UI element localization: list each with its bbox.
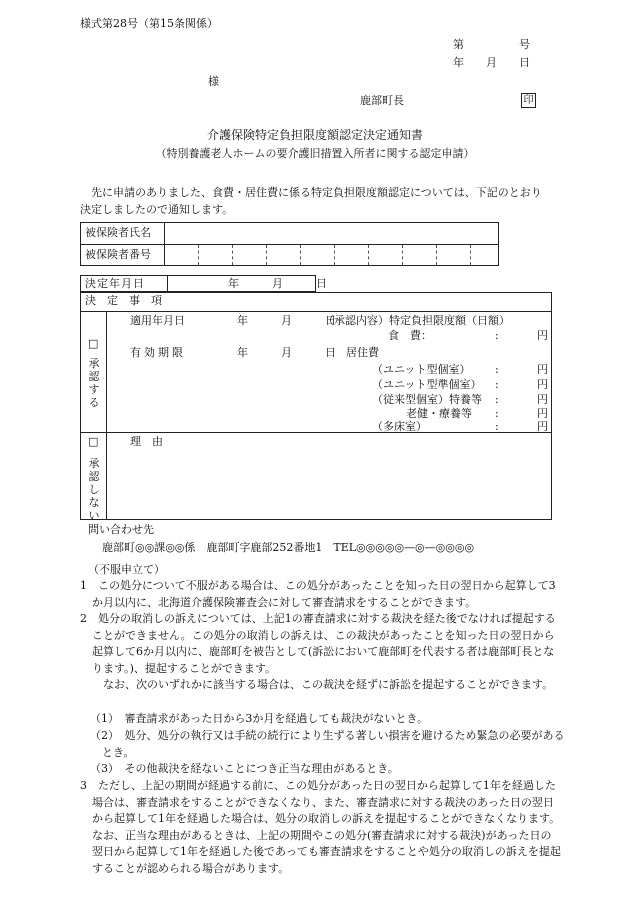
addressee-suffix: 様 bbox=[208, 75, 219, 88]
number-cell-divider bbox=[198, 245, 199, 265]
approved-content-label: （承認内容）特定負担限度額（日額） bbox=[323, 314, 510, 327]
insured-label-divider bbox=[164, 222, 165, 266]
decision-date-divider bbox=[167, 275, 168, 292]
form-id: 様式第28号（第15条関係） bbox=[80, 17, 218, 30]
room-colon: : bbox=[495, 378, 499, 391]
room-yen: 円 bbox=[537, 420, 548, 433]
appeal-item-2-note: なお、次のいずれかに該当する場合は、この裁決を経ずに訴訟を提起することができます。 bbox=[92, 678, 554, 691]
approve-deny-divider bbox=[80, 432, 552, 433]
appeal-item-2-sub-2: （2） 処分、処分の執行又は手続の続行により生ずる著しい損害を避けるため緊急の必要があるとき。 bbox=[90, 729, 565, 759]
number-cell-divider bbox=[334, 245, 335, 265]
issue-date: 年 月 日 bbox=[453, 56, 530, 69]
room-colon: : bbox=[495, 393, 499, 406]
decision-date-value: 年 月 日 bbox=[228, 277, 327, 290]
number-cell-divider bbox=[368, 245, 369, 265]
document-subtitle: （特別養護老人ホームの要介護旧措置入所者に関する認定申請） bbox=[155, 147, 475, 160]
appeal-heading: （不服申立て） bbox=[88, 563, 165, 576]
number-cell-divider bbox=[402, 245, 403, 265]
document-number: 第 号 bbox=[453, 38, 530, 51]
decision-items-header-divider bbox=[80, 311, 552, 312]
residence-label: 居住費 bbox=[346, 346, 379, 359]
contact-heading: 問い合わせ先 bbox=[88, 523, 154, 536]
approve-checkbox[interactable]: □ bbox=[88, 337, 99, 350]
room-unit-private: （ユニット型個室） bbox=[372, 363, 471, 376]
meal-yen: 円 bbox=[537, 329, 548, 342]
number-cell-divider bbox=[470, 245, 471, 265]
decision-items-column-divider bbox=[106, 311, 107, 520]
room-yen: 円 bbox=[537, 407, 548, 420]
deny-label: 承認しない bbox=[88, 457, 100, 522]
contact-detail: 鹿部町◎◎課◎◎係 鹿部町字鹿部252番地1 TEL◎◎◎◎◎—◎—◎◎◎◎ bbox=[102, 541, 475, 554]
insured-number-label: 被保険者番号 bbox=[85, 248, 151, 261]
document-title: 介護保険特定負担限度額認定決定通知書 bbox=[206, 128, 423, 142]
room-yen: 円 bbox=[537, 363, 548, 376]
apply-date-label: 適用年月日 bbox=[130, 314, 185, 327]
number-cell-divider bbox=[266, 245, 267, 265]
room-unit-semi-private: （ユニット型準個室） bbox=[372, 378, 482, 391]
validity-value: 年 月 日 bbox=[237, 346, 336, 359]
reason-label: 理 由 bbox=[130, 435, 163, 448]
apply-date-value: 年 月 日 bbox=[237, 314, 336, 327]
approve-label: 承認する bbox=[88, 357, 100, 409]
number-cell-divider bbox=[436, 245, 437, 265]
decision-items-label: 決 定 事 項 bbox=[85, 294, 162, 307]
appeal-item-2-sub-1: （1） 審査請求があった日から3か月を経過しても裁決がないとき。 bbox=[90, 712, 428, 725]
deny-checkbox[interactable]: □ bbox=[88, 435, 99, 448]
number-cell-divider bbox=[232, 245, 233, 265]
appeal-item-3: 3 ただし、上記の期間が経過する前に、この処分があった日の翌日から起算して1年を経過した場合は、審査請求をすることができなくなり、また、審査請求に対する裁決のあった日の翌日から起算して1年を経過した場合は、処分の取消しの訴えを提起することができなくなります。なお、正当な理由があるときは、上記の期間やこの処分(審査請求に対する裁決)があった日の翌日から起算して1年を経過した後であっても審査請求をすることや処分の取消しの訴えを提起することが認められる場合があります。 bbox=[80, 779, 561, 875]
meal-label: 食 費： bbox=[388, 329, 432, 342]
room-colon: : bbox=[495, 363, 499, 376]
insured-name-label: 被保険者氏名 bbox=[85, 226, 151, 239]
room-yen: 円 bbox=[537, 378, 548, 391]
room-multi-bed: （多床室） bbox=[372, 420, 427, 433]
meal-colon: : bbox=[495, 329, 499, 342]
validity-label: 有効期限 bbox=[130, 346, 186, 359]
room-conventional-private: （従来型個室）特養等 bbox=[372, 393, 482, 406]
number-cell-divider bbox=[300, 245, 301, 265]
decision-date-label: 決定年月日 bbox=[85, 277, 145, 290]
room-yen: 円 bbox=[537, 393, 548, 406]
appeal-item-1: 1 この処分について不服がある場合は、この処分があったことを知った日の翌日から起算して3か月以内に、北海道介護保険審査会に対して審査請求をすることができます。 bbox=[80, 579, 556, 609]
room-colon: : bbox=[495, 407, 499, 420]
appeal-item-2: 2 処分の取消しの訴えについては、上記1の審査請求に対する裁決を経た後でなければ提起することができません。この処分の取消しの訴えは、この裁決があったことを知った日の翌日から起算して6か月以内に、鹿部町を被告として(訴訟において鹿部町を代表する者は鹿部町長となります。)、提起することができます。 bbox=[80, 612, 556, 675]
issuer: 鹿部町長 bbox=[360, 94, 404, 107]
room-colon: : bbox=[495, 420, 499, 433]
room-health-facility: 老健・療養等 bbox=[406, 407, 472, 420]
appeal-item-2-sub-3: （3） その他裁決を経ないことにつき正当な理由があるとき。 bbox=[90, 762, 399, 775]
intro-text: 先に申請のありました、食費・居住費に係る特定負担限度額認定については、下記のとおり決定しましたので通知します。 bbox=[80, 186, 542, 216]
seal-mark: 印 bbox=[521, 93, 536, 108]
